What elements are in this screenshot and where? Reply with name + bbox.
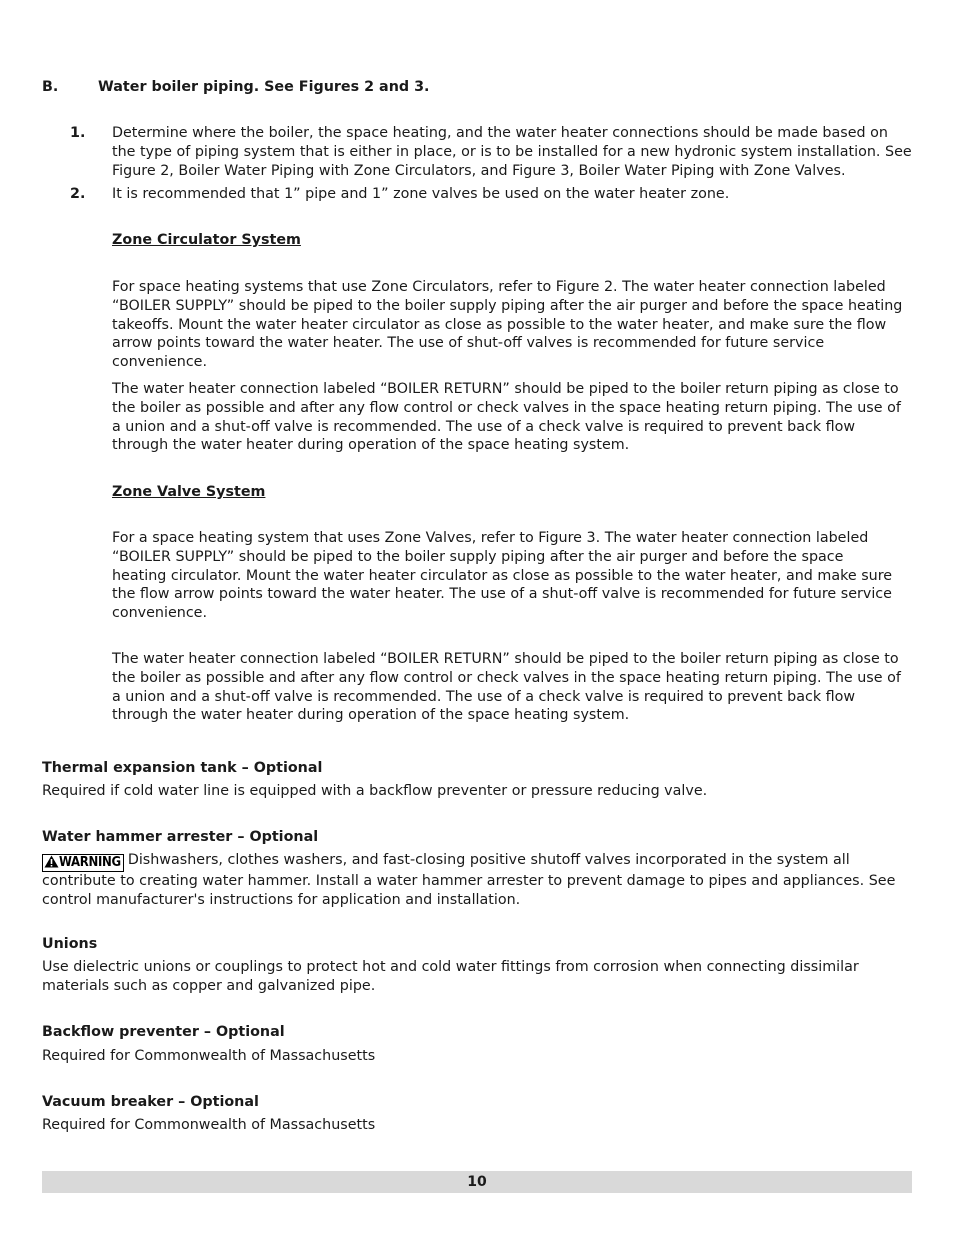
section-letter: B. [42, 79, 59, 95]
unions-body: Use dielectric unions or couplings to protect hot and cold water fittings from corrosion when connecting dissimilar materials such as copper and galvanized pipe. [42, 959, 859, 994]
unions-heading: Unions [42, 936, 98, 952]
zone-circulator-paragraph: For space heating systems that use Zone Circulators, refer to Figure 2. The water heater connection labeled “BOILER SUPPLY” should be piped to the boiler supply piping after the air purger and before the space heating takeoffs. Mount the water heater circulator as close as possible to the water heater, and make sure the flow arrow points toward the water heater. The use of shut-off valves is recommended for future service convenience. [112, 279, 903, 371]
water-hammer-text: Dishwashers, clothes washers, and fast-closing positive shutoff valves incorporated in the system all contribute to creating water hammer. Install a water hammer arrester to prevent damage to pipes and appliances. See control manufacturer's instructions for application and installation. [42, 852, 896, 908]
zone-valve-paragraph: The water heater connection labeled “BOILER RETURN” should be piped to the boiler return piping as close to the boiler as possible and after any flow control or check valves in the space heating return piping. The use of a union and a shut-off valve is recommended. The use of a check valve is required to prevent back flow through the water heater during operation of the space heating system. [112, 651, 901, 724]
backflow-body: Required for Commonwealth of Massachusetts [42, 1048, 376, 1064]
backflow-heading: Backflow preventer – Optional [42, 1024, 285, 1040]
zone-valve-heading: Zone Valve System [112, 484, 266, 500]
vacuum-body: Required for Commonwealth of Massachusetts [42, 1117, 376, 1133]
warning-badge [42, 854, 124, 872]
water-hammer-body [42, 851, 912, 910]
thermal-expansion-body: Required if cold water line is equipped with a backflow preventer or pressure reducing valve. [42, 783, 708, 799]
zone-valve-paragraph: For a space heating system that uses Zone Valves, refer to Figure 3. The water heater connection labeled “BOILER SUPPLY” should be piped to the boiler supply piping after the air purger and before the space heating circulator. Mount the water heater circulator as close as possible to the water heater, and make sure the flow arrow points toward the water heater. The use of a shut-off valve is recommended for future service convenience. [112, 530, 893, 622]
warning-triangle-icon [44, 855, 59, 868]
step-number: 1. [70, 125, 86, 141]
warning-label: WARNING [59, 855, 121, 870]
zone-circulator-paragraph: The water heater connection labeled “BOILER RETURN” should be piped to the boiler return piping as close to the boiler as possible and after any flow control or check valves in the space heating return piping. The use of a union and a shut-off valve is recommended. The use of a check valve is required to prevent back flow through the water heater during operation of the space heating system. [112, 381, 901, 454]
page-number: 10 [42, 1171, 912, 1193]
step-number: 2. [70, 186, 86, 202]
vacuum-heading: Vacuum breaker – Optional [42, 1094, 259, 1110]
step-text: Determine where the boiler, the space heating, and the water heater connections should be made based on the type of piping system that is either in place, or is to be installed for a new hydronic system installation. See Figure 2, Boiler Water Piping with Zone Circulators, and Figure 3, Boiler Water Piping with Zone Valves. [112, 125, 912, 179]
thermal-expansion-heading: Thermal expansion tank – Optional [42, 760, 323, 776]
zone-circulator-heading: Zone Circulator System [112, 232, 301, 248]
step-text: It is recommended that 1” pipe and 1” zone valves be used on the water heater zone. [112, 186, 730, 202]
section-title: Water boiler piping. See Figures 2 and 3. [98, 79, 430, 95]
water-hammer-heading: Water hammer arrester – Optional [42, 829, 319, 845]
